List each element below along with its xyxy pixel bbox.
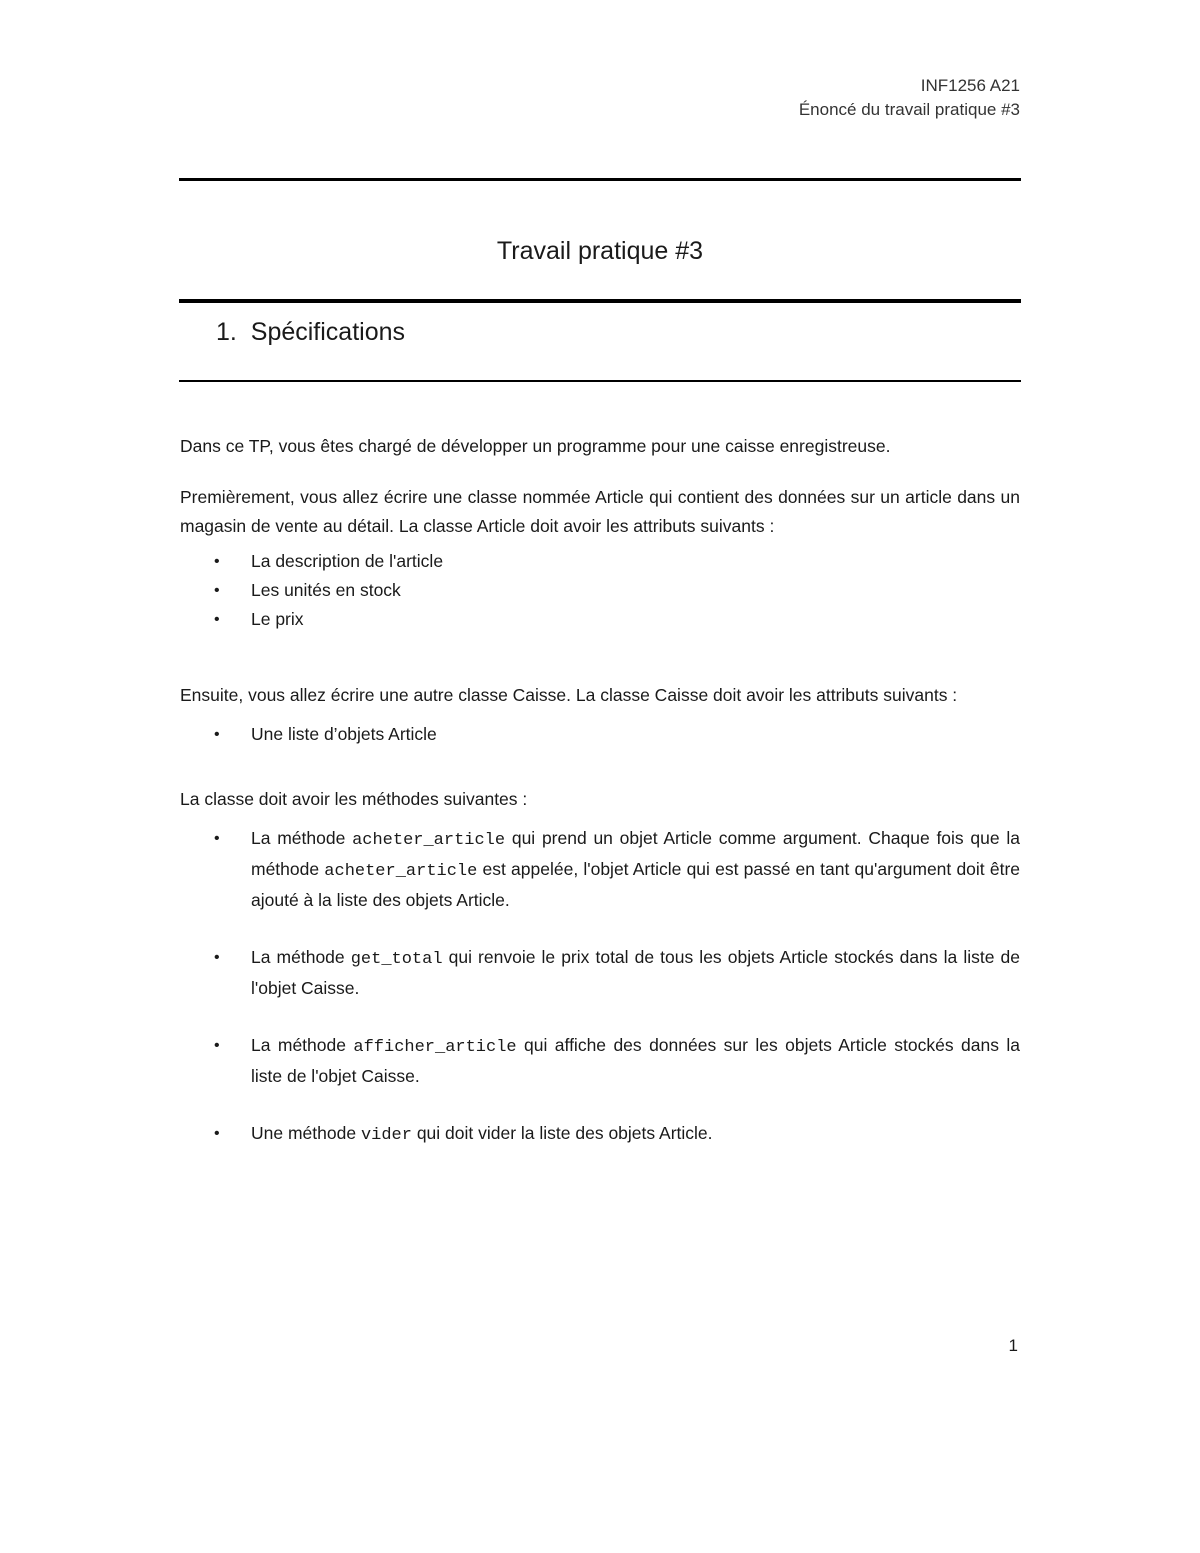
bullet-icon: • xyxy=(214,1125,220,1142)
code-get-total: get_total xyxy=(350,950,443,969)
section-heading xyxy=(216,315,405,349)
document-body xyxy=(180,432,1020,1150)
section-title: Spécifications xyxy=(250,318,406,346)
list-item: • La méthode afficher_article qui affiche des données sur les objets Article stockés dans la liste de l'objet Caisse. xyxy=(180,1031,1020,1091)
list-item: • Une méthode vider qui doit vider la liste des objets Article. xyxy=(180,1119,1020,1150)
code-acheter-article: acheter_article xyxy=(324,862,478,881)
intro-paragraph: Dans ce TP, vous êtes chargé de développer un programme pour une caisse enregistreuse. xyxy=(180,436,891,456)
document-title: Travail pratique #3 xyxy=(496,237,704,265)
top-rule xyxy=(179,178,1021,181)
header-subtitle: Énoncé du travail pratique #3 xyxy=(798,100,1020,119)
bullet-icon: • xyxy=(214,726,220,743)
article-attributes-list xyxy=(180,547,1020,634)
page-number: 1 xyxy=(1008,1336,1018,1355)
bullet-icon: • xyxy=(214,830,220,847)
list-item: • La méthode get_total qui renvoie le prix total de tous les objets Article stockés dans la liste de l'objet Caisse. xyxy=(180,943,1020,1003)
list-item: • La méthode acheter_article qui prend un objet Article comme argument. Chaque fois que la méthode acheter_article est appelée, l'objet Article qui est passé en tant qu'argument doit être ajouté à la liste des objets Article. xyxy=(180,824,1020,915)
section-rule xyxy=(179,380,1021,382)
bullet-icon: • xyxy=(214,611,220,628)
header-course: INF1256 A21 xyxy=(920,76,1020,95)
page-header xyxy=(799,74,1020,122)
list-item: • Le prix xyxy=(180,605,1020,634)
article-paragraph: Premièrement, vous allez écrire une classe nommée Article qui contient des données sur un article dans un magasin de vente au détail. La classe Article doit avoir les attributs suivants : xyxy=(180,487,1020,536)
code-afficher-article: afficher_article xyxy=(353,1038,517,1057)
bullet-icon: • xyxy=(214,1037,220,1054)
list-item: • La description de l'article xyxy=(180,547,1020,576)
title-rule xyxy=(179,299,1021,303)
methods-list xyxy=(180,824,1020,1150)
bullet-icon: • xyxy=(214,582,220,599)
list-item: • Les unités en stock xyxy=(180,576,1020,605)
methods-intro: La classe doit avoir les méthodes suivantes : xyxy=(180,789,528,809)
list-item: • Une liste d’objets Article xyxy=(180,720,1020,749)
code-acheter-article: acheter_article xyxy=(352,831,506,850)
code-vider: vider xyxy=(360,1126,412,1145)
bullet-icon: • xyxy=(214,553,220,570)
bullet-icon: • xyxy=(214,949,220,966)
caisse-attributes-list xyxy=(180,720,1020,749)
caisse-paragraph: Ensuite, vous allez écrire une autre classe Caisse. La classe Caisse doit avoir les attributs suivants : xyxy=(180,685,958,705)
section-number: 1. xyxy=(216,318,237,346)
